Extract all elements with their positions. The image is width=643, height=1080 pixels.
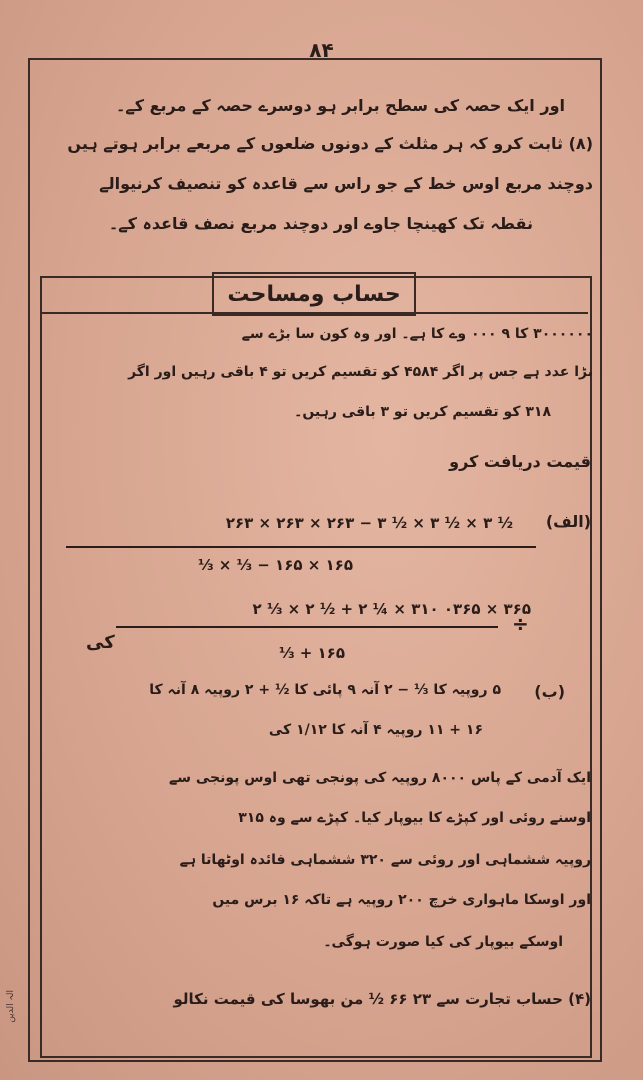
fraction-bar-main bbox=[66, 546, 536, 548]
top-line-2: (۸) ثابت کرو کہ ہر مثلث کے دونوں ضلعوں کے مربعے برابر ہوتے ہیں bbox=[67, 134, 593, 153]
q2-middle-expr: ۲ ⅓ × ۲ ½ + ۲ ¼ × ۳۱۰ ۰۳۶۵ × ۳۶۵ bbox=[252, 600, 531, 618]
q2-divide: ÷ bbox=[512, 612, 529, 636]
top-line-4: نقطہ تک کھینچا جاوے اور دوچند مربع نصف قاعدہ کے۔ bbox=[108, 214, 533, 233]
q2-part-b-label: (ب) bbox=[534, 682, 565, 701]
q1-line-1: ۳۰۰۰۰۰۰ کا ۹ ۰۰۰ وے کا ہے۔ اور وہ کون سا بڑے سے bbox=[241, 326, 593, 342]
margin-note: الہ الدین bbox=[6, 990, 16, 1023]
q2-heading: قیمت دریافت کرو bbox=[449, 452, 591, 471]
q3-line-3: روپیہ ششماہی اور روئی سے ۳۲۰ ششماہی فائدہ اوٹھاتا ہے bbox=[179, 852, 591, 868]
section-title: حساب ومساحت bbox=[212, 272, 416, 316]
q2-part-a-label: (الف) bbox=[545, 512, 591, 531]
q3-line-5: اوسکے بیوپار کی کیا صورت ہوگی۔ bbox=[323, 934, 563, 950]
fraction-bar-secondary bbox=[116, 626, 498, 628]
q1-line-2: بڑا عدد ہے جس پر اگر ۴۵۸۴ کو تقسیم کریں تو ۴ باقی رہیں اور اگر bbox=[128, 364, 593, 380]
q2-denominator: ⅓ + ۱۶۵ bbox=[278, 644, 345, 662]
q2-part-a-expr: ۲۶۳ × ۲۶۳ × ۲۶۳ − ۳ ½ × ۳ ½ × ۳ ½ bbox=[225, 514, 513, 532]
q2-ki: کی bbox=[86, 632, 115, 653]
q2-part-b-line-2: ۱۶ + ۱۱ روپیہ ۴ آنہ کا ۱/۱۲ کی bbox=[268, 722, 483, 738]
q4-label: (۴) bbox=[568, 990, 591, 1008]
page-number: ۸۴ bbox=[309, 38, 334, 62]
q2-numerator: ⅓ × ⅓ − ۱۶۵ × ۱۶۵ bbox=[197, 556, 353, 574]
q4-body: حساب تجارت سے ۲۳ ۶۶ ½ من بھوسا کی قیمت نکالو bbox=[173, 990, 563, 1008]
q4-text bbox=[173, 990, 591, 1008]
top-line-3: دوچند مربع اوس خط کے جو راس سے قاعدہ کو تنصیف کرنیوالے bbox=[99, 174, 593, 193]
top-line-1: اور ایک حصہ کی سطح برابر ہو دوسرے حصہ کے مربع کے۔ bbox=[115, 96, 565, 115]
q3-line-4: اور اوسکا ماہواری خرچ ۲۰۰ روپیہ ہے تاکہ ۱۶ برس میں bbox=[212, 892, 591, 908]
q1-line-3: ۳۱۸ کو تقسیم کریں تو ۳ باقی رہیں۔ bbox=[294, 404, 551, 420]
q3-line-1: ایک آدمی کے پاس ۸۰۰۰ روپیہ کی پونجی تھی اوس پونجی سے bbox=[169, 770, 591, 786]
q2-part-b-line-1: ۵ روپیہ کا ⅓ − ۲ آنہ ۹ پائی کا ½ + ۲ روپیہ ۸ آنہ کا bbox=[149, 682, 501, 698]
q3-line-2: اوسنے روئی اور کپڑے کا بیوپار کیا۔ کپڑے سے وہ ۳۱۵ bbox=[238, 810, 591, 826]
